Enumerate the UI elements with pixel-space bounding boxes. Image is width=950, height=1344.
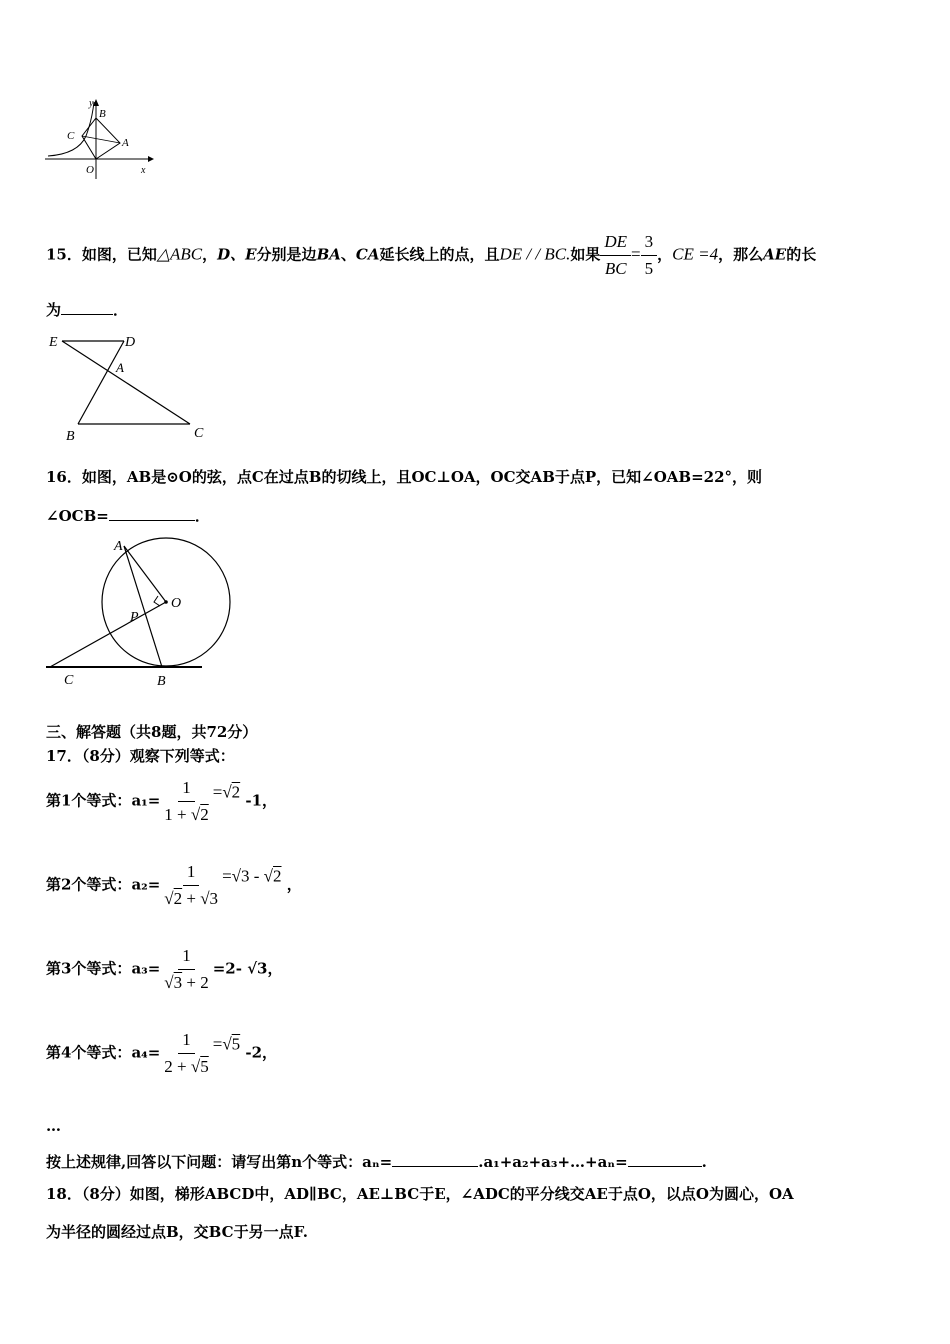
answer-blank-16[interactable]	[109, 504, 195, 521]
figure-q16-circle	[44, 532, 236, 690]
square-oabc	[82, 118, 120, 159]
ce-value: CE =4	[672, 244, 719, 264]
center-point-o	[164, 600, 168, 604]
equation-4: 第4个等式：a₄= $\frac{1}{2 + √5}$ =√5 -2，	[46, 1030, 278, 1076]
label-o: O	[171, 596, 182, 611]
label-a: A	[114, 539, 123, 554]
label-e: E	[49, 335, 58, 350]
fraction-3-5: $\frac{3}{5}$	[641, 232, 658, 279]
equation-3: 第3个等式：a₃= $\frac{1}{√3 + 2}$ =2- √3，	[46, 946, 283, 992]
label-d: D	[125, 335, 136, 350]
ellipsis: …	[46, 1117, 61, 1135]
label-c: C	[194, 426, 204, 441]
equation-1: 第1个等式：a₁= $\frac{1}{1 + √2}$ =√2 -1，	[46, 778, 278, 824]
question-16-line-2: ∠OCB= ．	[46, 504, 210, 526]
question-17-title: 17．（8分）观察下列等式：	[46, 747, 235, 765]
answer-blank-17-sum[interactable]	[628, 1150, 702, 1167]
chord-ab	[124, 546, 162, 667]
parallel-statement: DE / / BC.	[499, 244, 571, 264]
label-b: B	[66, 429, 75, 444]
label-a: A	[116, 360, 124, 375]
label-y: y	[89, 98, 94, 109]
segment-oa	[124, 546, 166, 602]
label-b: B	[99, 108, 106, 120]
x-axis-arrow	[148, 156, 154, 162]
figure-q15-triangle	[44, 330, 214, 446]
answer-blank-15[interactable]	[61, 298, 113, 315]
label-c: C	[67, 130, 75, 142]
label-b: B	[157, 674, 166, 689]
label-c: C	[64, 673, 74, 688]
question-18-line-1: 18．（8分）如图，梯形ABCD中，AD∥BC，AE⊥BC于E，∠ADC的平分线交AE于点O，以点O为圆心，OA	[46, 1185, 794, 1203]
question-17-prompt: 按上述规律,回答以下问题：请写出第n个等式：aₙ= .a₁+a₂+a₃+…+aₙ= .	[46, 1150, 707, 1172]
label-o: O	[86, 164, 94, 176]
question-15-line-1: 15．如图，已知△ABC，D、E分别是边BA、CA延长线上的点，且DE / / BC.如果 $\frac{DE}{BC}$ = $\frac{3}{5}$ ，CE =4，那么AE的长	[46, 232, 817, 278]
fraction-de-bc: $\frac{DE}{BC}$	[600, 232, 631, 279]
segment-db	[78, 341, 124, 424]
answer-blank-17-an[interactable]	[392, 1150, 478, 1167]
right-angle-mark	[154, 596, 160, 606]
segment-ec	[62, 341, 190, 424]
section-3-heading: 三、解答题（共8题，共72分）	[46, 723, 258, 741]
label-p: P	[130, 610, 139, 625]
equation-2: 第2个等式：a₂= $\frac{1}{√2 + √3}$ =√3 - √2 ，	[46, 862, 302, 908]
question-18-line-2: 为半径的圆经过点B，交BC于另一点F.	[46, 1223, 308, 1241]
label-x: x	[141, 165, 146, 176]
figure-q14-graph	[40, 96, 160, 180]
question-15-line-2: 为 ．	[46, 298, 128, 320]
triangle-abc: △ABC	[156, 244, 203, 264]
label-a: A	[122, 137, 129, 149]
segment-oc	[50, 602, 166, 667]
question-16-line-1: 16．如图，AB是⊙O的弦，点C在过点B的切线上，且OC⊥OA，OC交AB于点P，已知∠OAB=22°，则	[46, 468, 763, 486]
